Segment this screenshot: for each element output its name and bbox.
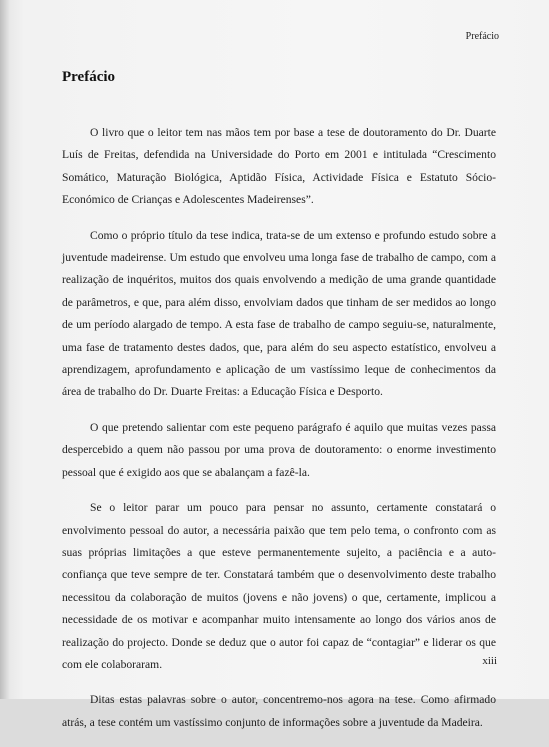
running-head: Prefácio [465,31,499,42]
paragraph-5: Ditas estas palavras sobre o autor, concentremo-nos agora na tese. Como afirmado atrás, a tese contém um vastíssimo conjunto de informações sobre a juventude da Madeira. [62,693,496,729]
page-number: xiii [482,655,497,667]
paragraph-4: Se o leitor parar um pouco para pensar no assunto, certamente constatará o envolvimento pessoal do autor, a necessária paixão que tem pelo tema, o confronto com as suas próprias limitações a que esteve permanentemente sujeito, a paciência e a auto-confiança que teve sempre de ter. Constatará também que o desenvolvimento deste trabalho necessitou da colaboração de muitos (jovens e não jovens) o que, certamente, implicou a necessidade de os motivar e acompanhar muito intensamente ao longo dos vários anos de realização do projecto. Donde se deduz que o autor foi capaz de “contagiar” e liderar os que com ele colaboraram. [62,501,496,671]
paragraph-1: O livro que o leitor tem nas mãos tem por base a tese de doutoramento do Dr. Duarte Luís de Freitas, defendida na Universidade do Porto em 2001 e intitulada “Crescimento Somático, Maturação Biológica, Aptidão Física, Actividade Física e Estatuto Sócio-Económico de Crianças e Adolescentes Madeirenses”. [62,126,496,207]
page-title: Prefácio [62,69,116,85]
paragraph-3: O que pretendo salientar com este pequeno parágrafo é aquilo que muitas vezes passa despercebido a quem não passou por uma prova de doutoramento: o enorme investimento pessoal que é exigido aos que se abalançam a fazê-la. [62,420,496,479]
body-text [62,122,496,747]
paragraph-2: Como o próprio título da tese indica, trata-se de um extenso e profundo estudo sobre a juventude madeirense. Um estudo que envolveu uma longa fase de trabalho de campo, com a realização de inquéritos, muitos dos quais envolvendo a medição de uma grande quantidade de parâmetros, e que, para além disso, envolviam dados que tinham de ser medidos ao longo de um período alargado de tempo. A esta fase de trabalho de campo seguiu-se, naturalmente, uma fase de tratamento destes dados, que, para além do seu aspecto estatístico, envolveu a aprendizagem, aprofundamento e aplicação de um vastíssimo leque de conhecimentos da área de trabalho do Dr. Duarte Freitas: a Educação Física e Desporto. [62,228,496,399]
